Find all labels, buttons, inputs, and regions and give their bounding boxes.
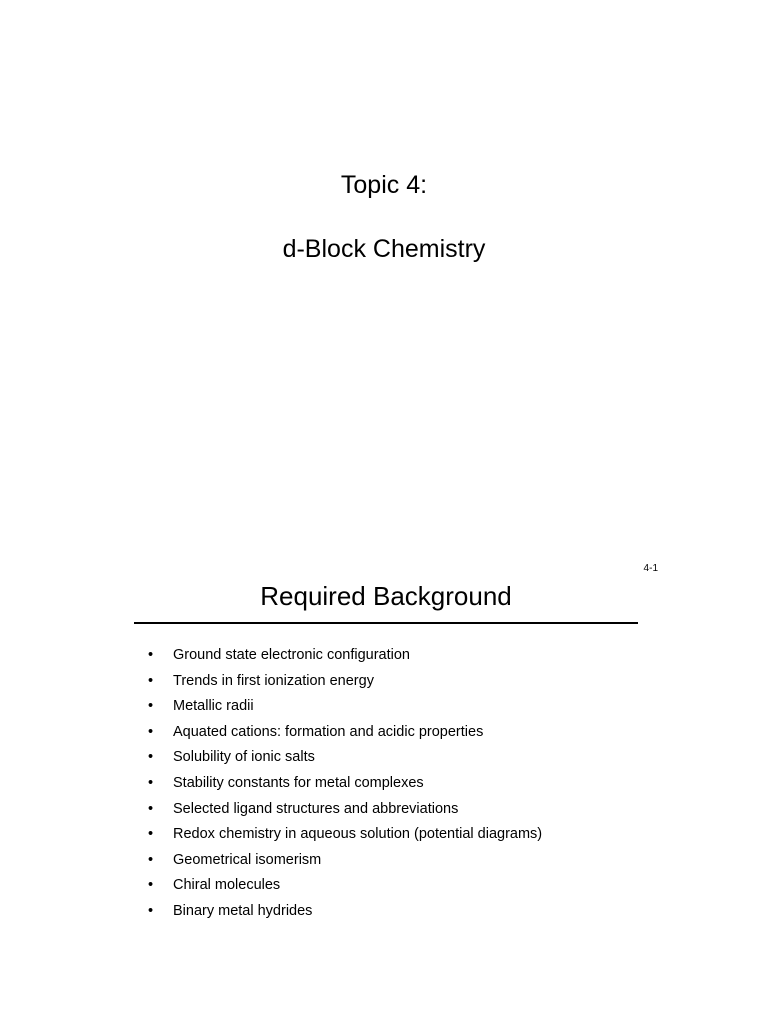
- list-item-text: Stability constants for metal complexes: [173, 774, 424, 791]
- slide-title-topic: Topic 4:: [340, 171, 428, 199]
- list-item: [148, 745, 668, 771]
- list-item: [148, 848, 668, 874]
- list-item-text: Selected ligand structures and abbreviations: [173, 800, 459, 817]
- list-item-text: Metallic radii: [173, 698, 254, 715]
- list-item-text: Ground state electronic configuration: [173, 647, 410, 663]
- list-item: [148, 771, 668, 797]
- bullet-icon: •: [148, 877, 154, 894]
- list-item: [148, 694, 668, 720]
- list-item-text: Binary metal hydrides: [173, 902, 313, 919]
- bullet-icon: •: [148, 902, 154, 919]
- bullet-icon: •: [148, 749, 154, 766]
- list-item-text: Aquated cations: formation and acidic properties: [173, 723, 484, 740]
- list-item: [148, 720, 668, 746]
- list-item-text: Solubility of ionic salts: [173, 749, 315, 766]
- list-item: [148, 669, 668, 695]
- bullet-icon: •: [148, 698, 154, 715]
- list-item-text: Geometrical isomerism: [173, 851, 322, 868]
- list-item: [148, 873, 668, 899]
- page-number: 4-1: [643, 563, 658, 574]
- list-item-text: Redox chemistry in aqueous solution (potential diagrams): [173, 826, 543, 843]
- section-heading: Required Background: [260, 581, 512, 611]
- bullet-icon: •: [148, 647, 154, 663]
- bullet-icon: •: [148, 723, 154, 740]
- list-item-text: Trends in first ionization energy: [173, 672, 374, 689]
- slide-title-subject: d-Block Chemistry: [282, 235, 486, 263]
- list-item-text: Chiral molecules: [173, 877, 281, 894]
- bullet-icon: •: [148, 774, 154, 791]
- bullet-icon: •: [148, 826, 154, 843]
- background-topics-list: [148, 643, 668, 925]
- bullet-icon: •: [148, 800, 154, 817]
- list-item: [148, 797, 668, 823]
- heading-divider: [134, 622, 638, 624]
- list-item: [148, 643, 668, 669]
- bullet-icon: •: [148, 672, 154, 689]
- list-item: [148, 899, 668, 925]
- bullet-icon: •: [148, 851, 154, 868]
- list-item: [148, 822, 668, 848]
